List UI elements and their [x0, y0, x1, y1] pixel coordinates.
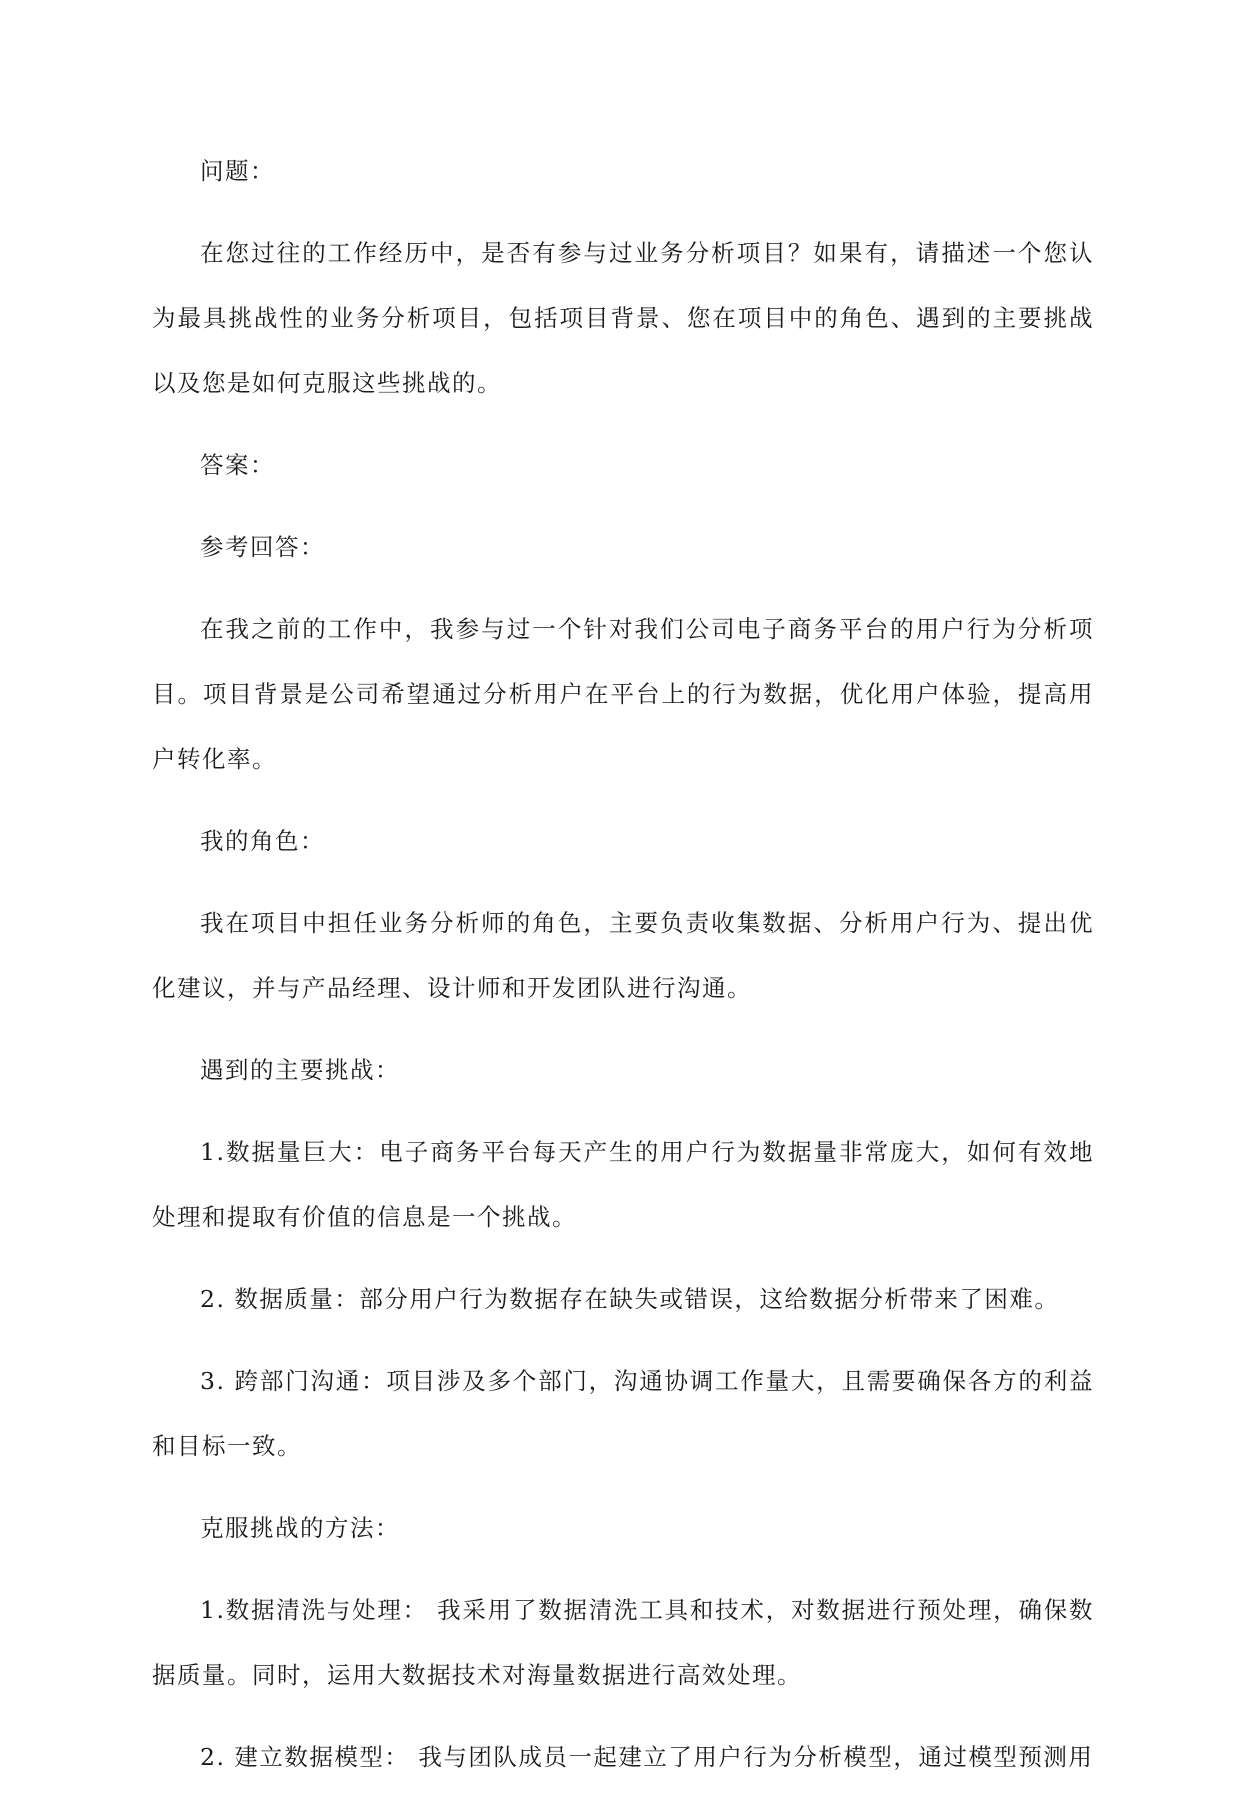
- question-text: 在您过往的工作经历中，是否有参与过业务分析项目？如果有，请描述一个您认为最具挑战性的业务分析项目，包括项目背景、您在项目中的角色、遇到的主要挑战以及您是如何克服这些挑战的。: [152, 239, 1094, 397]
- solution-item-2: 2. 建立数据模型： 我与团队成员一起建立了用户行为分析模型，通过模型预测用: [200, 1743, 1094, 1771]
- my-role-paragraph: 我在项目中担任业务分析师的角色，主要负责收集数据、分析用户行为、提出优化建议，并与产品经理、设计师和开发团队进行沟通。: [152, 909, 1094, 1002]
- challenges-heading: 遇到的主要挑战：: [200, 1056, 400, 1084]
- question-heading: 问题：: [200, 157, 275, 185]
- answer-heading: 答案：: [200, 451, 275, 479]
- solutions-heading: 克服挑战的方法：: [200, 1514, 400, 1542]
- solution-item-1: 1.数据清洗与处理： 我采用了数据清洗工具和技术，对数据进行预处理，确保数据质量。同时，运用大数据技术对海量数据进行高效处理。: [152, 1596, 1094, 1689]
- challenge-item-2: 2. 数据质量：部分用户行为数据存在缺失或错误，这给数据分析带来了困难。: [200, 1285, 1060, 1313]
- reference-answer-heading: 参考回答：: [200, 533, 325, 561]
- challenge-item-1: 1.数据量巨大：电子商务平台每天产生的用户行为数据量非常庞大，如何有效地处理和提取有价值的信息是一个挑战。: [152, 1138, 1094, 1231]
- challenge-item-3: 3. 跨部门沟通：项目涉及多个部门，沟通协调工作量大，且需要确保各方的利益和目标一致。: [152, 1367, 1094, 1460]
- document-body: [152, 139, 1094, 1807]
- project-background-paragraph: 在我之前的工作中，我参与过一个针对我们公司电子商务平台的用户行为分析项目。项目背景是公司希望通过分析用户在平台上的行为数据，优化用户体验，提高用户转化率。: [152, 615, 1094, 773]
- my-role-heading: 我的角色：: [200, 827, 325, 855]
